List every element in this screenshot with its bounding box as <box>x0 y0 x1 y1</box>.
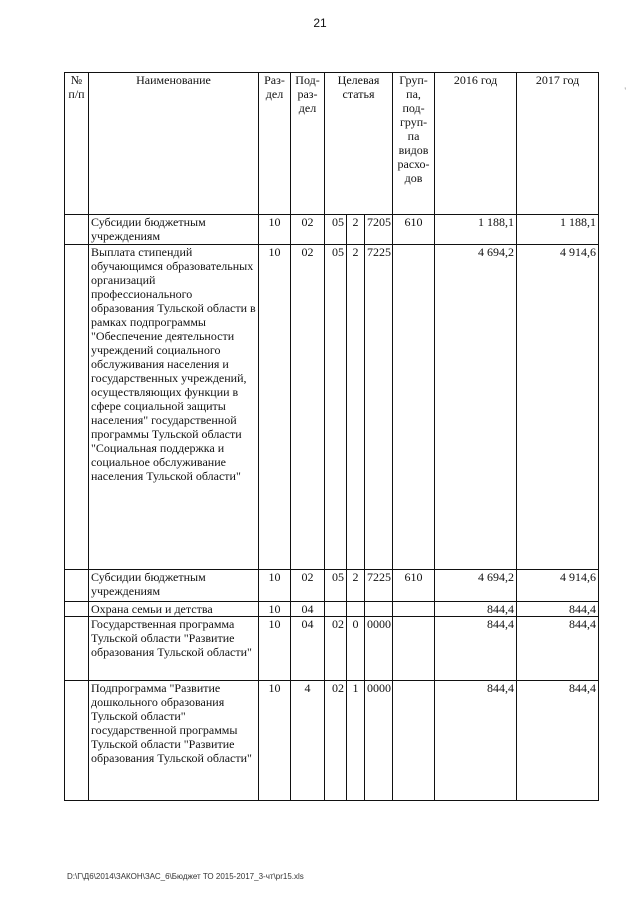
row-section: 10 <box>259 617 291 681</box>
row-target-code <box>365 602 393 617</box>
row-num <box>65 215 89 245</box>
row-group <box>393 602 435 617</box>
row-group <box>393 245 435 570</box>
row-target-code: 0000 <box>365 681 393 801</box>
margin-mark: ' <box>624 86 626 96</box>
row-target-program: 05 <box>325 570 347 602</box>
row-num <box>65 245 89 570</box>
row-target-subprogram: 2 <box>347 245 365 570</box>
row-section: 10 <box>259 681 291 801</box>
row-target-subprogram: 2 <box>347 215 365 245</box>
header-target: Целевая статья <box>325 73 393 215</box>
row-target-program: 05 <box>325 215 347 245</box>
row-target-program: 02 <box>325 681 347 801</box>
row-target-subprogram: 2 <box>347 570 365 602</box>
row-num <box>65 570 89 602</box>
table-row <box>65 215 599 245</box>
table-row <box>65 570 599 602</box>
row-target-subprogram: 0 <box>347 617 365 681</box>
row-group <box>393 681 435 801</box>
row-section: 10 <box>259 245 291 570</box>
row-num <box>65 602 89 617</box>
row-target-program <box>325 602 347 617</box>
row-value-2017: 1 188,1 <box>517 215 599 245</box>
row-section: 10 <box>259 602 291 617</box>
row-name: Выплата стипендий обучающимся образовательных организаций профессионального образования Тульской области в рамках подпрограммы "Обеспечение деятельности учреждений социального обслуживания населения и государственных учреждений, осуществляющих функции в сфере социальной защиты населения" государственной программы Тульской области "Социальная поддержка и социальное обслуживание населения Тульской области" <box>89 245 259 570</box>
row-section: 10 <box>259 570 291 602</box>
row-name: Подпрограмма "Развитие дошкольного образования Тульской области" государственной программы Тульской области "Развитие образования Тульской области" <box>89 681 259 801</box>
row-target-code: 7225 <box>365 570 393 602</box>
row-value-2016: 844,4 <box>435 602 517 617</box>
row-value-2016: 4 694,2 <box>435 570 517 602</box>
row-name: Государственная программа Тульской области "Развитие образования Тульской области" <box>89 617 259 681</box>
row-target-subprogram <box>347 602 365 617</box>
row-value-2016: 1 188,1 <box>435 215 517 245</box>
row-subsection: 02 <box>291 215 325 245</box>
table-row <box>65 245 599 570</box>
row-value-2016: 4 694,2 <box>435 245 517 570</box>
row-subsection: 02 <box>291 570 325 602</box>
header-subsection: Под-раз-дел <box>291 73 325 215</box>
row-group: 610 <box>393 215 435 245</box>
row-section: 10 <box>259 215 291 245</box>
row-target-code: 7225 <box>365 245 393 570</box>
row-value-2016: 844,4 <box>435 681 517 801</box>
header-2016: 2016 год <box>435 73 517 215</box>
row-value-2016: 844,4 <box>435 617 517 681</box>
header-section: Раз-дел <box>259 73 291 215</box>
budget-table <box>64 72 599 801</box>
row-subsection: 04 <box>291 617 325 681</box>
row-target-program: 02 <box>325 617 347 681</box>
row-value-2017: 844,4 <box>517 602 599 617</box>
row-num <box>65 617 89 681</box>
header-name: Наименование <box>89 73 259 215</box>
row-name: Субсидии бюджетным учреждениям <box>89 215 259 245</box>
table-row <box>65 602 599 617</box>
table-header-row <box>65 73 599 215</box>
row-group: 610 <box>393 570 435 602</box>
row-name: Субсидии бюджетным учреждениям <box>89 570 259 602</box>
row-target-program: 05 <box>325 245 347 570</box>
row-value-2017: 4 914,6 <box>517 245 599 570</box>
row-subsection: 4 <box>291 681 325 801</box>
row-subsection: 04 <box>291 602 325 617</box>
table-row <box>65 617 599 681</box>
page-number: 21 <box>313 16 327 30</box>
row-value-2017: 844,4 <box>517 617 599 681</box>
row-value-2017: 844,4 <box>517 681 599 801</box>
header-group: Груп-па, под-груп-па видов расхо-дов <box>393 73 435 215</box>
header-num: № п/п <box>65 73 89 215</box>
row-group <box>393 617 435 681</box>
row-name: Охрана семьи и детства <box>89 602 259 617</box>
header-2017: 2017 год <box>517 73 599 215</box>
row-target-code: 7205 <box>365 215 393 245</box>
row-subsection: 02 <box>291 245 325 570</box>
row-target-subprogram: 1 <box>347 681 365 801</box>
row-target-code: 0000 <box>365 617 393 681</box>
table-row <box>65 681 599 801</box>
row-num <box>65 681 89 801</box>
row-value-2017: 4 914,6 <box>517 570 599 602</box>
file-path-footer: D:\Г\Д6\2014\ЗАКОН\ЗАС_6\Бюджет ТО 2015-2017_3-чт\pr15.xls <box>67 872 304 881</box>
